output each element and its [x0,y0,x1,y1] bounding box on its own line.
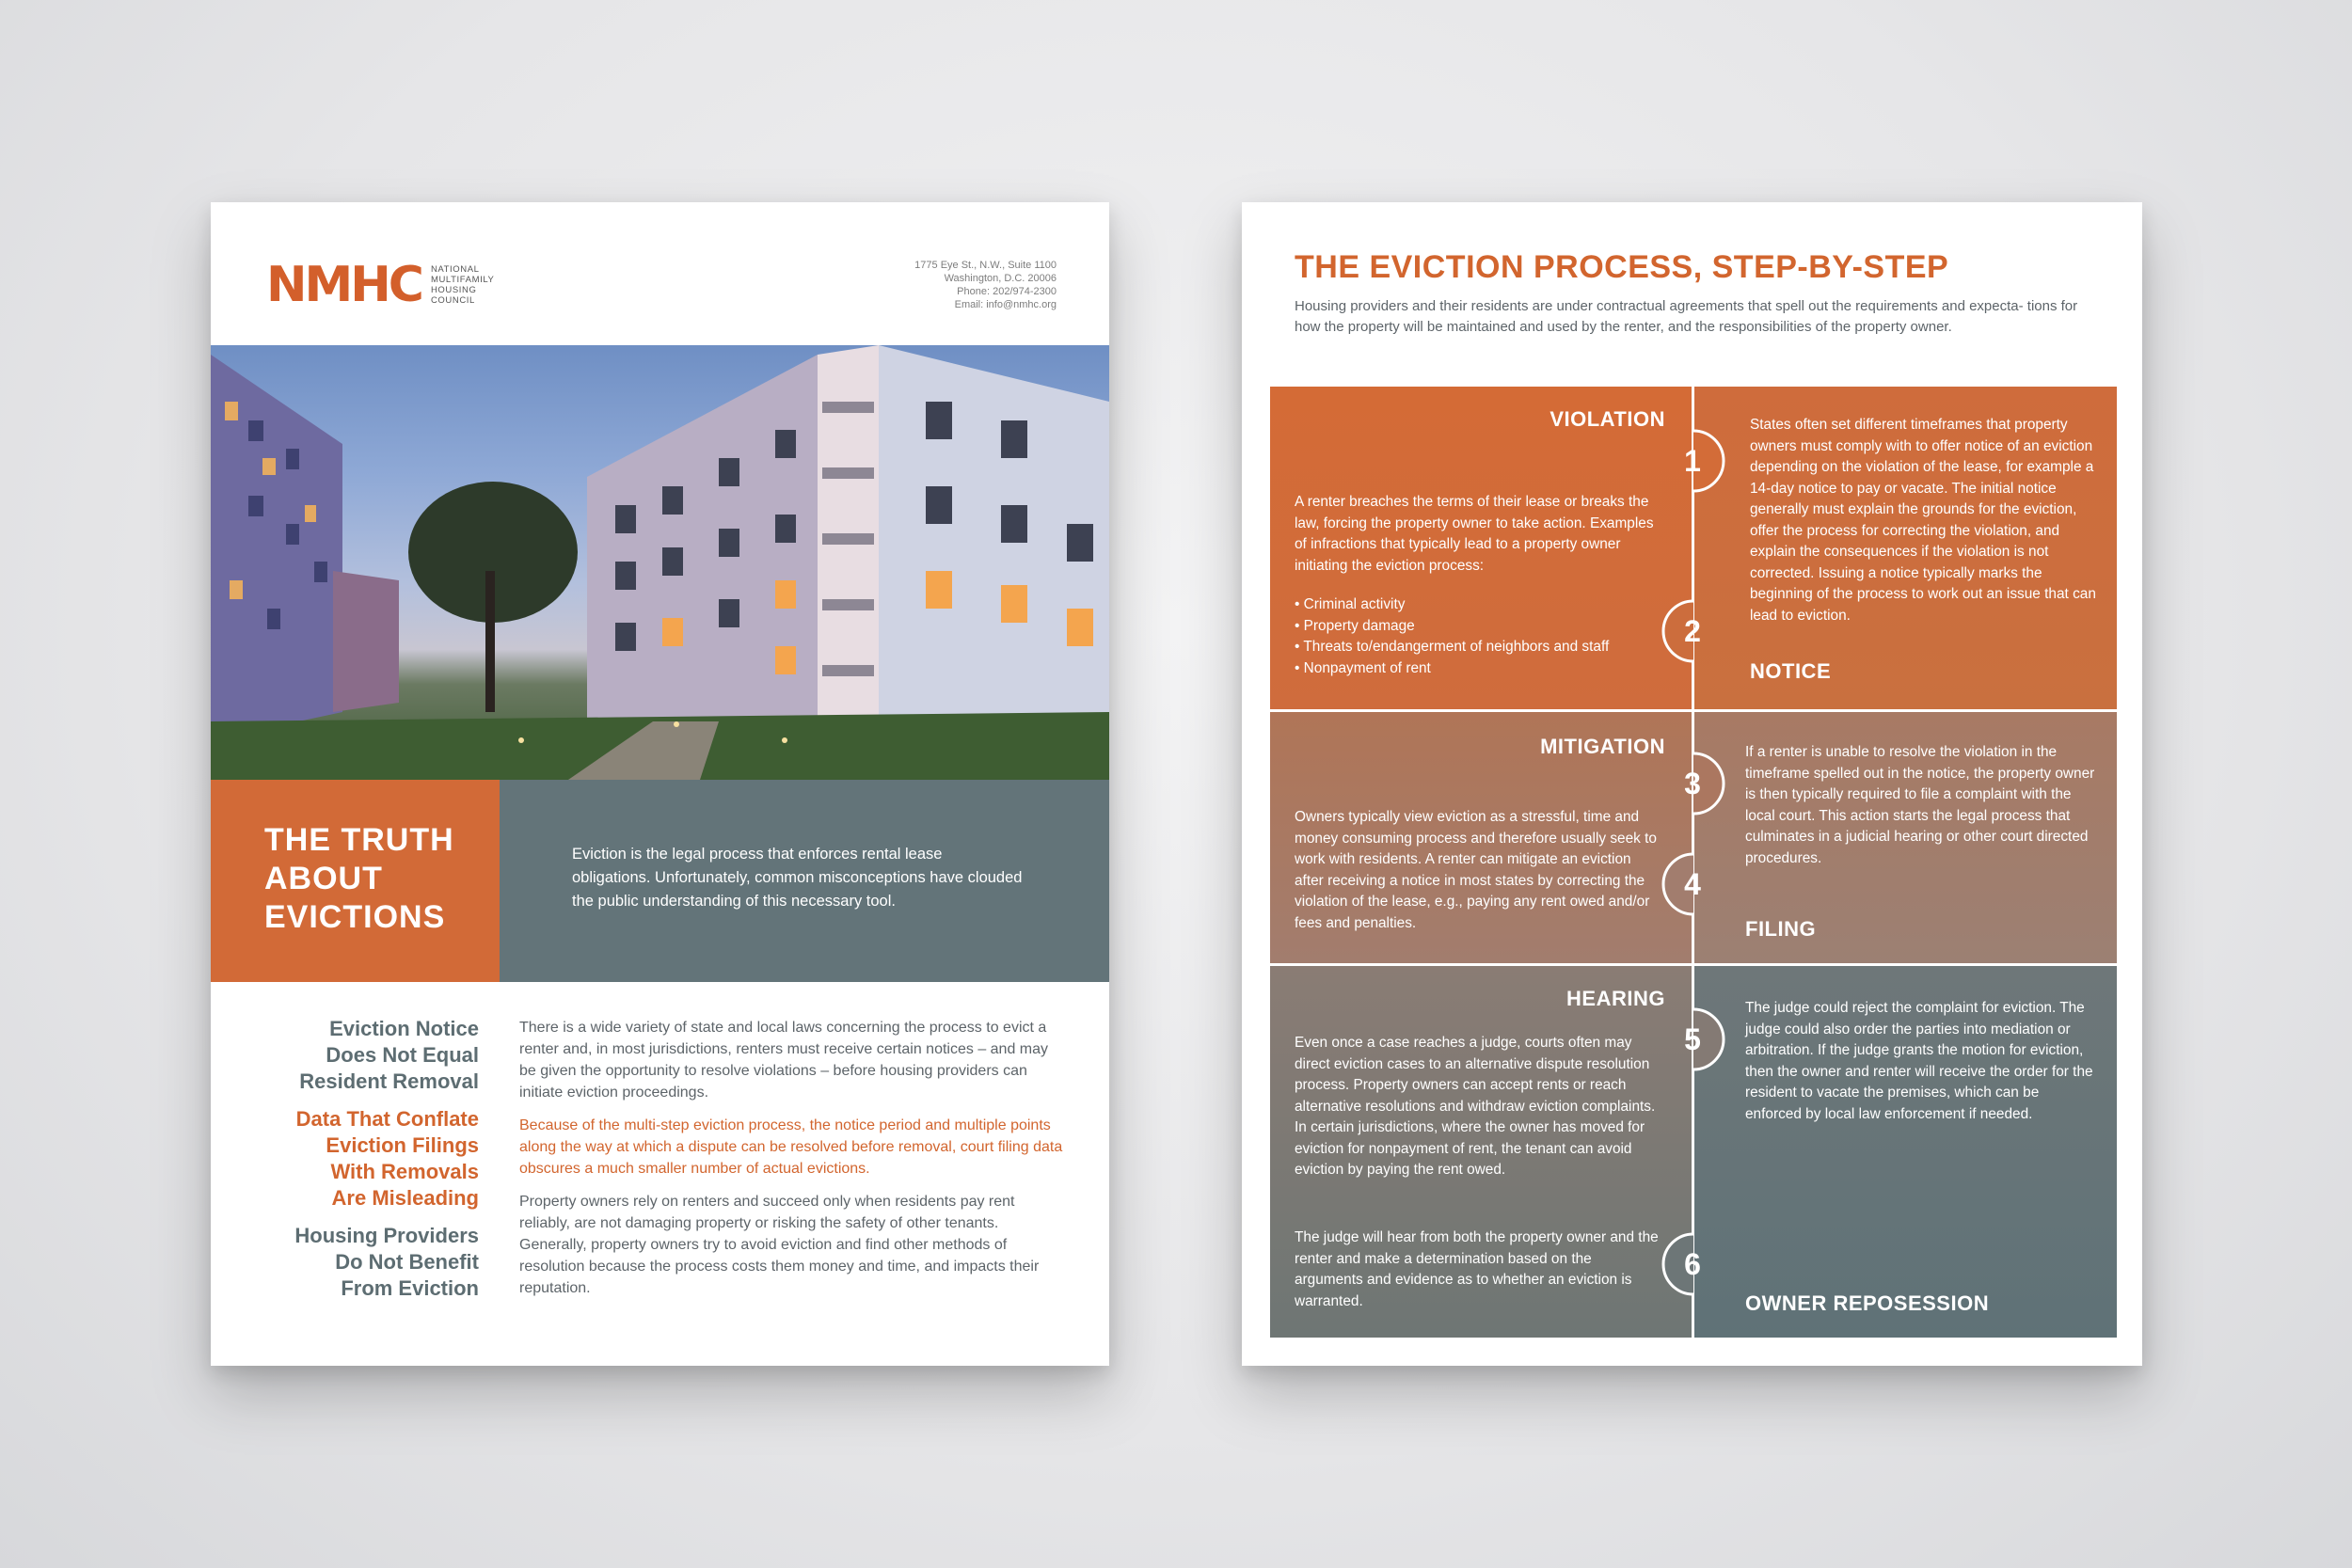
step-text: States often set different timeframes that property owners must comply with to offer notice of an eviction depending on the violation of the lease, for example a 14-day notice to pay or vacate. The initial notice generally must explain the grounds for the eviction, offer the process for correcting the violation, and explain the consequences if the violation is not corrected. Issuing a notice typically marks the beginning of the process to work out an issue that can lead to eviction. [1750,417,2096,624]
row-divider [1270,709,2117,712]
front-page [211,202,1109,1366]
step-heading: MITIGATION [1540,735,1665,758]
key-point [248,1016,479,1095]
list-item: • Nonpayment of rent [1295,659,1431,676]
step-number-6 [1660,1231,1725,1297]
key-point-line: From Eviction [341,1276,479,1300]
key-point-line: With Removals [330,1160,479,1183]
key-point-line: Do Not Benefit [335,1250,479,1274]
title-line: EVICTIONS [264,899,446,935]
title-line: THE TRUTH [264,822,454,858]
step-filing [1693,712,2117,963]
key-point-line: Housing Providers [294,1224,479,1247]
key-point [248,1223,479,1302]
key-point-line: Are Misleading [331,1186,479,1210]
key-point-line: Eviction Filings [326,1133,479,1157]
body-text [519,1017,1065,1310]
step-number-label: 5 [1684,1022,1701,1056]
step-number-3 [1660,751,1725,816]
logo-line: MULTIFAMILY [430,275,495,285]
step-number-2 [1660,598,1725,664]
phone-line: Phone: 202/974-2300 [957,286,1057,297]
step-heading: FILING [1745,917,1817,941]
step-number-label: 3 [1684,766,1701,800]
step-hearing [1270,966,1693,1338]
row-divider [1270,963,2117,966]
back-page [1242,202,2142,1366]
key-point-line: Data That Conflate [295,1107,479,1131]
key-points-sidebar [248,1016,479,1313]
process-title: THE EVICTION PROCESS, STEP-BY-STEP [1295,249,1949,285]
apartment-building-photo [211,345,1109,780]
step-text: A renter breaches the terms of their lease or breaks the law, forcing the property owner to take action. Examples of infractions that typically lead to a property owner initiating the eviction process: [1295,494,1654,574]
step-heading: OWNER REPOSESSION [1745,1291,1990,1315]
step-text: The judge could reject the complaint for eviction. The judge could also order the parties into mediation or arbitration. If the judge grants the motion for eviction, then the owner and renter will receive the order for the resident to vacate the premises, which can be enforced by local law enforcement if needed. [1745,1000,2093,1122]
intro-text: Eviction is the legal process that enforces rental lease obligations. Unfortunately, common misconceptions have clouded the public understanding of this necessary tool. [572,846,1023,910]
contact-address [914,259,1057,311]
email-line: Email: info@nmhc.org [954,299,1057,310]
key-point-line: Resident Removal [299,1069,479,1093]
address-line: 1775 Eye St., N.W., Suite 1100 [914,260,1057,271]
list-item: • Property damage [1295,617,1415,634]
step-text: Even once a case reaches a judge, courts often may direct eviction cases to an alternative dispute resolution process. Property owners can accept rents or reach alternative resolutions and withdraw eviction complaints. In certain jurisdictions, where the owner has moved for eviction for nonpayment of rent, the tenant can avoid eviction by paying the rent owed. [1295,1035,1656,1178]
logo-line: NATIONAL [430,264,480,275]
address-line: Washington, D.C. 20006 [944,273,1057,284]
key-point-line: Does Not Equal [326,1043,479,1067]
infraction-list [1295,594,1671,679]
body-paragraph-highlight: Because of the multi-step eviction process, the notice period and multiple points along the way at which a dispute can be resolved before removal, court filing data obscures a much smaller number of actual evictions. [519,1117,1063,1177]
step-number-1 [1660,428,1725,494]
step-number-label: 1 [1684,443,1701,478]
logo-mark: NMHC [266,257,421,313]
step-violation [1270,387,1693,709]
body-paragraph: There is a wide variety of state and local laws concerning the process to evict a renter and, in most jurisdictions, renters must receive certain notices – and may be given the opportunity to resolve violations – before housing providers can initiate eviction proceedings. [519,1020,1049,1101]
title-block [211,780,500,982]
step-number-label: 2 [1684,613,1701,648]
list-item: • Criminal activity [1295,596,1406,612]
step-mitigation [1270,712,1693,963]
body-paragraph: Property owners rely on renters and succeed only when residents pay rent reliably, are not damaging property or risking the safety of other tenants. Generally, property owners try to avoid eviction and find other methods of resolution because the process costs them money and time, and impacts their reputation. [519,1194,1040,1296]
step-number-label: 6 [1684,1246,1701,1281]
logo-wordmark [431,264,494,306]
step-number-label: 4 [1684,866,1701,901]
page-title [264,821,454,937]
step-number-5 [1660,1006,1725,1072]
key-point [248,1106,479,1212]
step-heading: VIOLATION [1549,407,1665,431]
logo-line: HOUSING [430,285,477,295]
step-notice [1693,387,2117,709]
step-text: If a renter is unable to resolve the violation in the timeframe spelled out in the notice, the property owner is then typically required to file a complaint with the local court. This action starts the legal process that culminates in a judicial hearing or other court directed procedures. [1745,744,2095,866]
title-line: ABOUT [264,861,383,896]
intro-block [500,780,1109,982]
process-intro: Housing providers and their residents are under contractual agreements that spell out the requirements and expecta- tions for how the property will be maintained and used by the renter, and the responsibilities of the property owner. [1295,298,2078,335]
key-point-line: Eviction Notice [329,1017,479,1040]
step-number-4 [1660,851,1725,917]
step-text-2: The judge will hear from both the property owner and the renter and make a determination based on the arguments and evidence as to whether an eviction is warranted. [1295,1229,1659,1309]
step-heading: NOTICE [1750,659,1832,683]
nmhc-logo [266,257,495,313]
logo-line: COUNCIL [430,295,475,306]
step-heading: HEARING [1566,987,1665,1010]
step-owner-reposession [1693,966,2117,1338]
step-text: Owners typically view eviction as a stressful, time and money consuming process and therefore usually seek to work with residents. A renter can mitigate an eviction after receiving a notice in most states by correcting the violation of the lease, e.g., paying any rent owed and/or fees and penalties. [1295,809,1657,931]
list-item: • Threats to/endangerment of neighbors and staff [1295,639,1610,655]
